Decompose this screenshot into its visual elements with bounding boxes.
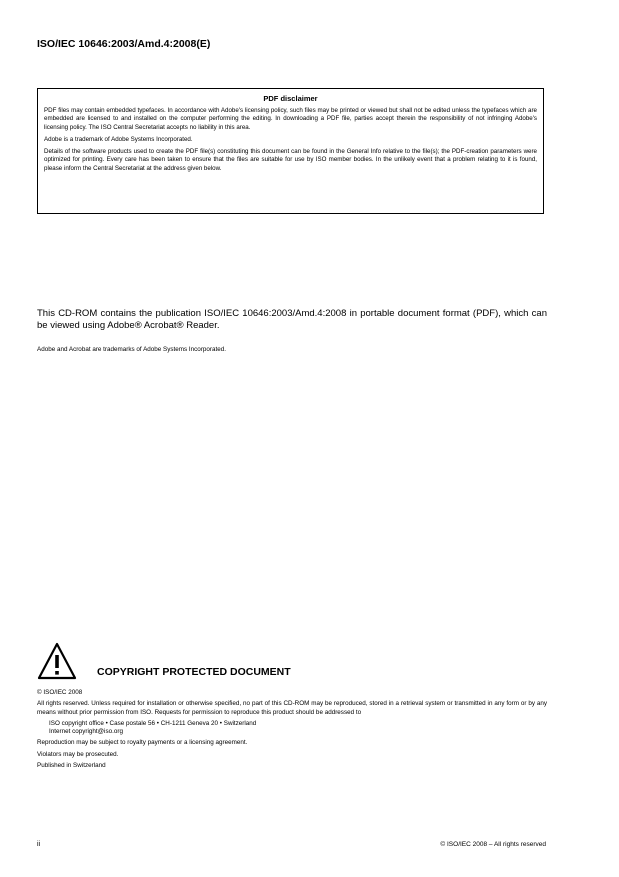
page-number: ii [37,841,41,848]
warning-triangle-icon [37,642,77,680]
pdf-disclaimer-box [37,88,544,214]
trademark-note: Adobe and Acrobat are trademarks of Adobe Systems Incorporated. [37,346,227,353]
copyright-title: COPYRIGHT PROTECTED DOCUMENT [97,666,291,678]
rights-statement: All rights reserved. Unless required for installation or otherwise specified, no part of this CD-ROM may be reproduced, stored in a retrieval system or transmitted in any form or by any means without prior permission from ISO. Requests for permission to reproduce this product should be addressed to [37,700,547,716]
disclaimer-title: PDF disclaimer [263,94,318,103]
footer-rights: © ISO/IEC 2008 – All rights reserved [440,841,546,848]
disclaimer-paragraph: PDF files may contain embedded typefaces. In accordance with Adobe's licensing policy, such files may be printed or viewed but shall not be edited unless the typefaces which are embedded are licensed to and installed on the computer performing the editing. In downloading a PDF file, parties accept therein the responsibility of not infringing Adobe's licensing policy. The ISO Central Secretariat accepts no liability in this area. [44,107,537,131]
copyright-address: ISO copyright office • Case postale 56 • CH-1211 Geneva 20 • Switzerland [49,719,257,727]
violators-note: Violators may be prosecuted. [37,750,119,758]
published-note: Published in Switzerland [37,762,106,770]
copyright-internet: Internet copyright@iso.org [49,728,123,736]
document-title: ISO/IEC 10646:2003/Amd.4:2008(E) [37,38,211,50]
copyright-body [37,689,547,773]
disclaimer-paragraph: Adobe is a trademark of Adobe Systems Incorporated. [44,135,193,143]
cdrom-description: This CD-ROM contains the publication ISO/IEC 10646:2003/Amd.4:2008 in portable document format (PDF), which can be viewed using Adobe® Acrobat® Reader. [37,308,547,331]
disclaimer-paragraph: Details of the software products used to create the PDF file(s) constituting this document can be found in the General Info relative to the file(s); the PDF-creation parameters were optimized for printing. Every care has been taken to ensure that the files are suitable for use by ISO member bodies. In the unlikely event that a problem relating to it is found, please inform the Central Secretariat at the address given below. [44,148,537,172]
reproduction-note: Reproduction may be subject to royalty payments or a licensing agreement. [37,739,248,747]
copyright-year: © ISO/IEC 2008 [37,689,83,696]
